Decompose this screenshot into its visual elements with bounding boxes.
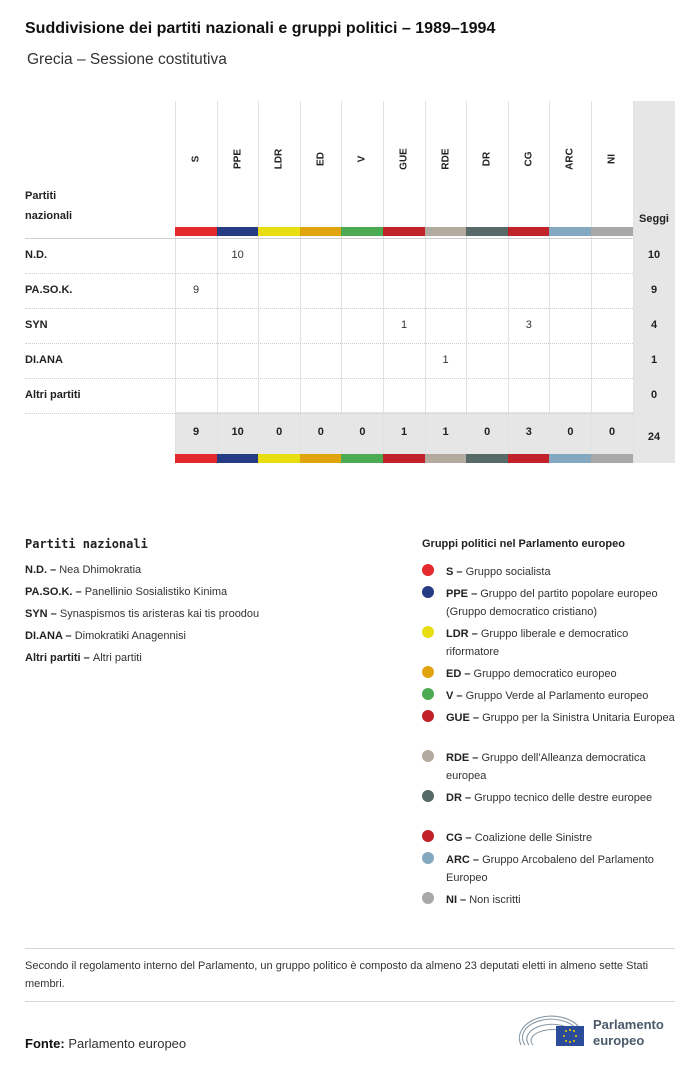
column-header-ed: [300, 101, 342, 226]
group-color-bar: [175, 454, 217, 463]
column-header-rde: [425, 101, 467, 226]
group-color-bar: [258, 454, 300, 463]
separator: –: [80, 652, 93, 664]
seat-cell: 3: [525, 319, 532, 331]
source-text: Parlamento europeo: [68, 1036, 187, 1051]
separator: –: [469, 712, 483, 724]
seats-table: [25, 101, 675, 463]
row-rule: [25, 413, 633, 414]
group-color-bar: [300, 227, 342, 236]
party-name: Dimokratiki Anagennisi: [74, 630, 186, 642]
party-abbr: Altri partiti: [25, 652, 81, 664]
parliament-logo: [519, 1011, 679, 1051]
seggi-value: 1: [650, 354, 658, 366]
column-header-ppe: [217, 101, 259, 226]
group-color-bar: [591, 454, 633, 463]
row-rule: [25, 308, 633, 309]
column-header-cg: [508, 101, 550, 226]
groups-legend-title: Gruppi politici nel Parlamento europeo: [422, 538, 625, 550]
column-header-label: CG: [523, 151, 535, 167]
page-subtitle: Grecia – Sessione costitutiva: [27, 51, 227, 68]
group-color-bar: [591, 227, 633, 236]
group-color-dot-icon: [422, 710, 434, 722]
group-name: Gruppo socialista: [465, 566, 551, 578]
group-legend-item: [422, 851, 680, 887]
group-name: Gruppo per la Sinistra Unitaria Europea: [482, 712, 675, 724]
group-abbr: NI: [446, 894, 457, 906]
party-abbr: N.D.: [25, 564, 47, 576]
seggi-value: 4: [650, 319, 658, 331]
total-cell: 0: [359, 426, 366, 438]
group-color-bar: [466, 227, 508, 236]
separator: –: [457, 894, 470, 906]
seat-cell: 1: [400, 319, 408, 331]
column-header-ldr: [258, 101, 300, 226]
group-name: Gruppo Verde al Parlamento europeo: [465, 690, 649, 702]
group-color-dot-icon: [422, 586, 434, 598]
logo-line1: Parlamento: [593, 1017, 664, 1032]
group-name: Gruppo Arcobaleno del Parlamento Europeo: [446, 854, 654, 884]
group-legend-item: [422, 789, 680, 807]
separator: –: [461, 792, 475, 804]
column-header-label: LDR: [273, 148, 285, 170]
group-legend-text: [446, 563, 680, 581]
party-name: Synaspismos tis aristeras kai tis proodou: [59, 608, 260, 620]
total-cell: 9: [192, 426, 200, 438]
separator: –: [469, 854, 483, 866]
seggi-header: Seggi: [639, 213, 669, 225]
source: [25, 1036, 186, 1051]
column-header-label: DR: [481, 151, 493, 167]
divider: [25, 1001, 675, 1002]
column-header-label: PPE: [232, 148, 244, 170]
group-color-bar: [425, 227, 467, 236]
group-abbr: ARC: [446, 854, 470, 866]
party-legend-item: [25, 564, 141, 576]
group-color-bar: [549, 227, 591, 236]
group-legend-item: [422, 749, 680, 785]
hemicycle-eu-flag-icon: [519, 1011, 589, 1051]
source-label: Fonte:: [25, 1036, 65, 1051]
group-name: Gruppo dell'Alleanza democratica europea: [446, 752, 646, 782]
group-name: Gruppo tecnico delle destre europee: [474, 792, 653, 804]
row-rule: [25, 273, 633, 274]
group-color-bar: [341, 227, 383, 236]
group-color-bar: [383, 454, 425, 463]
group-color-dot-icon: [422, 688, 434, 700]
column-header-s: [175, 101, 217, 226]
group-name: Gruppo democratico europeo: [473, 668, 617, 680]
party-row-label: DI.ANA: [25, 354, 63, 366]
total-seggi: 24: [647, 431, 661, 443]
party-name: Panellinio Sosialistiko Kinima: [84, 586, 228, 598]
total-cell: 0: [484, 426, 491, 438]
group-color-bar: [508, 227, 550, 236]
group-name: Gruppo del partito popolare europeo (Gruppo democratico cristiano): [446, 588, 658, 618]
seggi-value: 0: [650, 389, 658, 401]
group-color-bar: [217, 227, 259, 236]
group-legend-text: [446, 709, 680, 727]
party-abbr: SYN: [25, 608, 48, 620]
footnote: Secondo il regolamento interno del Parlamento, un gruppo politico è composto da almeno 23 deputati eletti in almeno sette Stati membri.: [25, 960, 649, 990]
group-abbr: ED: [446, 668, 462, 680]
group-legend-item: [422, 687, 680, 705]
party-row-label: PA.SO.K.: [25, 284, 73, 296]
divider: [25, 948, 675, 949]
column-header-dr: [466, 101, 508, 226]
party-abbr: DI.ANA: [25, 630, 63, 642]
separator: –: [47, 608, 60, 620]
separator: –: [453, 690, 466, 702]
row-header-line2: nazionali: [25, 210, 73, 222]
column-header-label: V: [356, 155, 368, 163]
group-color-bar: [425, 454, 467, 463]
group-legend-item: [422, 585, 680, 621]
page-title: Suddivisione dei partiti nazionali e gruppi politici – 1989–1994: [25, 20, 496, 37]
column-header-gue: [383, 101, 425, 226]
group-color-bar: [175, 227, 217, 236]
party-legend-item: [25, 586, 227, 598]
group-name: Coalizione delle Sinistre: [474, 832, 593, 844]
group-color-bar: [466, 454, 508, 463]
group-color-dot-icon: [422, 892, 434, 904]
group-legend-text: [446, 625, 680, 661]
row-header-line1: Partiti: [25, 190, 57, 202]
group-abbr: RDE: [446, 752, 470, 764]
group-abbr: PPE: [446, 588, 469, 600]
column-header-ni: [591, 101, 633, 226]
separator: –: [461, 668, 474, 680]
group-abbr: DR: [446, 792, 462, 804]
column-header-label: NI: [606, 154, 618, 164]
group-legend-text: [446, 891, 680, 909]
column-header-v: [341, 101, 383, 226]
group-legend-item: [422, 709, 680, 727]
party-row-label: Altri partiti: [25, 389, 81, 401]
group-abbr: LDR: [446, 628, 469, 640]
seat-cell: 1: [442, 354, 449, 366]
group-color-dot-icon: [422, 852, 434, 864]
party-name: Nea Dhimokratia: [59, 564, 142, 576]
header-rule: [25, 238, 633, 239]
logo-line2: europeo: [593, 1033, 645, 1048]
group-legend-text: [446, 829, 680, 847]
group-color-bar: [341, 454, 383, 463]
column-header-label: ED: [315, 152, 327, 166]
group-color-bar: [383, 227, 425, 236]
group-legend-item: [422, 665, 680, 683]
total-cell: 3: [525, 426, 532, 438]
party-legend-item: [25, 652, 142, 664]
column-header-label: ARC: [564, 148, 576, 170]
column-header-arc: [549, 101, 591, 226]
column-header-label: RDE: [440, 148, 452, 170]
group-legend-item: [422, 625, 680, 661]
group-color-bar: [300, 454, 342, 463]
group-legend-text: [446, 789, 680, 807]
group-abbr: GUE: [446, 712, 470, 724]
separator: –: [462, 832, 475, 844]
group-color-bar: [549, 454, 591, 463]
group-abbr: CG: [446, 832, 463, 844]
row-rule: [25, 378, 633, 379]
logo-text: [593, 1017, 664, 1049]
group-legend-text: [446, 851, 680, 887]
group-name: Gruppo liberale e democratico riformatore: [446, 628, 629, 658]
seat-cell: 9: [192, 284, 200, 296]
group-color-bar: [508, 454, 550, 463]
separator: –: [47, 564, 60, 576]
party-abbr: PA.SO.K.: [25, 586, 73, 598]
group-color-dot-icon: [422, 830, 434, 842]
group-legend-text: [446, 687, 680, 705]
party-legend-item: [25, 608, 259, 620]
party-legend-item: [25, 630, 186, 642]
separator: –: [468, 628, 481, 640]
group-color-dot-icon: [422, 750, 434, 762]
total-cell: 0: [317, 426, 324, 438]
row-header-label: [25, 186, 72, 226]
party-row-label: N.D.: [25, 249, 47, 261]
total-cell: 0: [276, 426, 283, 438]
group-legend-item: [422, 563, 680, 581]
group-name: Non iscritti: [469, 894, 521, 906]
separator: –: [468, 588, 481, 600]
parties-legend-title: Partiti nazionali: [25, 537, 148, 551]
total-cell: 0: [567, 426, 574, 438]
separator: –: [469, 752, 482, 764]
group-legend-text: [446, 585, 680, 621]
separator: –: [72, 586, 85, 598]
group-color-dot-icon: [422, 790, 434, 802]
total-cell: 10: [231, 426, 244, 438]
party-row-label: SYN: [25, 319, 48, 331]
seggi-column-bg: [633, 101, 675, 463]
total-cell: 1: [442, 426, 449, 438]
column-header-label: S: [190, 155, 202, 163]
row-rule: [25, 343, 633, 344]
seggi-value: 10: [647, 249, 661, 261]
party-name: Altri partiti: [92, 652, 142, 664]
seat-cell: 10: [231, 249, 244, 261]
separator: –: [62, 630, 75, 642]
group-color-bar: [258, 227, 300, 236]
total-cell: 1: [400, 426, 408, 438]
total-cell: 0: [608, 426, 616, 438]
separator: –: [453, 566, 466, 578]
seggi-value: 9: [650, 284, 658, 296]
group-color-dot-icon: [422, 666, 434, 678]
group-color-dot-icon: [422, 564, 434, 576]
group-abbr: S: [446, 566, 454, 578]
column-header-label: GUE: [398, 148, 410, 170]
group-color-bar: [217, 454, 259, 463]
group-legend-item: [422, 891, 680, 909]
group-legend-text: [446, 665, 680, 683]
group-color-dot-icon: [422, 626, 434, 638]
group-legend-text: [446, 749, 680, 785]
group-abbr: V: [446, 690, 454, 702]
group-legend-item: [422, 829, 680, 847]
